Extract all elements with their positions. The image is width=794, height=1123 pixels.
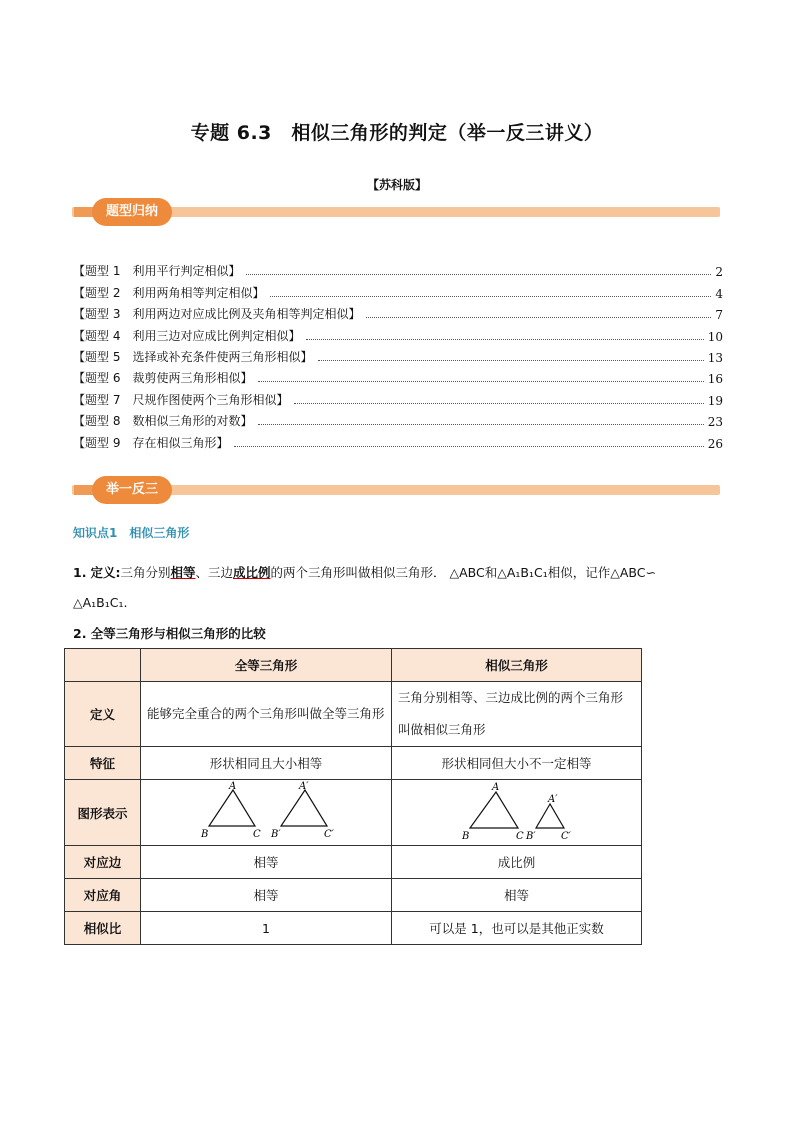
toc-leader (246, 273, 711, 275)
definition-paragraph (73, 558, 723, 618)
table-row (65, 682, 642, 747)
cell-congruent: 1 (141, 912, 392, 945)
toc-banner-label: 题型归纳 (92, 198, 172, 226)
toc-leader (270, 295, 711, 297)
vertex-label: A (492, 782, 500, 793)
vertex-label: B′ (526, 831, 536, 842)
toc-item-page: 13 (707, 350, 723, 365)
toc-item-page: 16 (707, 372, 723, 387)
header-congruent: 全等三角形 (141, 649, 392, 682)
triangle-abc (209, 790, 255, 826)
cell-similar: 形状相同但大小不一定相等 (392, 747, 642, 780)
toc-leader (258, 423, 703, 425)
vertex-label: A′ (299, 781, 309, 792)
cell-congruent: 能够完全重合的两个三角形叫做全等三角形 (141, 682, 392, 747)
toc-item-label: 【题型 4 利用三边对应成比例判定相似】 (73, 328, 301, 343)
triangle-a2b2c2 (536, 804, 564, 828)
toc-item-page: 7 (715, 308, 723, 323)
toc-item[interactable] (73, 258, 723, 279)
document-title: 专题 6.3 相似三角形的判定（举一反三讲义） (190, 122, 604, 144)
cell-congruent: 相等 (141, 879, 392, 912)
knowledge-point-heading: 知识点1 相似三角形 (73, 526, 190, 540)
toc-leader (306, 338, 703, 340)
table-of-contents (73, 258, 723, 451)
row-head: 图形表示 (65, 780, 141, 846)
definition-number: 1. (73, 565, 87, 580)
toc-item-label: 【题型 5 选择或补充条件使两三角形相似】 (73, 349, 313, 364)
toc-banner (72, 198, 720, 226)
table-row (65, 879, 642, 912)
vertex-label: C (516, 831, 524, 842)
main-banner (72, 476, 720, 504)
vertex-label: A′ (548, 794, 558, 805)
comparison-table (64, 648, 642, 945)
table-row (65, 780, 642, 846)
banner-bar-accent (74, 207, 94, 217)
toc-item-label: 【题型 3 利用两边对应成比例及夹角相等判定相似】 (73, 307, 361, 322)
table-row (65, 912, 642, 945)
cell-similar: 相等 (392, 879, 642, 912)
cell-similar: 可以是 1，也可以是其他正实数 (392, 912, 642, 945)
row-head: 对应边 (65, 846, 141, 879)
table-row (65, 846, 642, 879)
triangle-a2b2c2 (281, 790, 327, 826)
triangle-abc (470, 792, 518, 828)
definition-keyword-proportional: 成比例 (232, 565, 271, 580)
row-head: 定义 (65, 682, 141, 747)
banner-bar-accent (74, 485, 94, 495)
cell-congruent: 形状相同且大小相等 (141, 747, 392, 780)
toc-item[interactable] (73, 344, 723, 365)
vertex-label: A (229, 781, 237, 792)
toc-item-page: 2 (715, 265, 723, 280)
vertex-label: C (253, 829, 261, 840)
toc-item[interactable] (73, 322, 723, 343)
definition-keyword-equal: 相等 (170, 565, 196, 580)
row-head: 对应角 (65, 879, 141, 912)
toc-item[interactable] (73, 301, 723, 322)
cell-congruent: 相等 (141, 846, 392, 879)
toc-leader (258, 380, 703, 382)
definition-label: 定义: (90, 565, 121, 580)
comparison-heading: 2. 全等三角形与相似三角形的比较 (73, 626, 266, 641)
cell-similar: 成比例 (392, 846, 642, 879)
toc-leader (234, 445, 703, 447)
definition-text-4: △ABC和△A₁B₁C₁相似，记作△ABC∽ (449, 565, 656, 580)
definition-text-3: 的两个三角形叫做相似三角形． (270, 565, 446, 580)
definition-text-2: 、三边 (195, 565, 233, 580)
toc-item-label: 【题型 7 尺规作图使两个三角形相似】 (73, 392, 289, 407)
toc-item-label: 【题型 1 利用平行判定相似】 (73, 264, 241, 279)
toc-item-label: 【题型 6 裁剪使两三角形相似】 (73, 371, 253, 386)
toc-leader (294, 402, 703, 404)
vertex-label: B′ (271, 829, 281, 840)
definition-text-1: 三角分别 (120, 565, 171, 580)
main-banner-label: 举一反三 (92, 476, 172, 504)
toc-item-page: 19 (707, 393, 723, 408)
row-head: 特征 (65, 747, 141, 780)
toc-item-page: 4 (715, 286, 723, 301)
toc-item[interactable] (73, 386, 723, 407)
toc-item[interactable] (73, 279, 723, 300)
toc-item-page: 23 (707, 415, 723, 430)
vertex-label: C′ (324, 829, 334, 840)
toc-item-page: 26 (707, 436, 723, 451)
toc-leader (366, 316, 711, 318)
toc-item[interactable] (73, 408, 723, 429)
cell-congruent-figure (141, 780, 392, 846)
similar-triangles-figure (392, 780, 632, 842)
row-head: 相似比 (65, 912, 141, 945)
congruent-triangles-figure (141, 780, 379, 842)
cell-similar: 三角分别相等、三边成比例的两个三角形叫做相似三角形 (392, 682, 642, 747)
vertex-label: B (201, 829, 209, 840)
vertex-label: B (462, 831, 470, 842)
definition-text-5: △A₁B₁C₁. (73, 595, 128, 610)
toc-item[interactable] (73, 429, 723, 450)
cell-similar-figure (392, 780, 642, 846)
toc-item-label: 【题型 8 数相似三角形的对数】 (73, 414, 253, 429)
header-similar: 相似三角形 (392, 649, 642, 682)
toc-item[interactable] (73, 365, 723, 386)
header-empty (65, 649, 141, 682)
table-row (65, 747, 642, 780)
toc-item-label: 【题型 2 利用两角相等判定相似】 (73, 285, 265, 300)
toc-item-page: 10 (707, 329, 723, 344)
table-header-row (65, 649, 642, 682)
vertex-label: C′ (561, 831, 571, 842)
edition-label: 【苏科版】 (366, 178, 427, 192)
toc-item-label: 【题型 9 存在相似三角形】 (73, 435, 229, 450)
toc-leader (318, 359, 703, 361)
